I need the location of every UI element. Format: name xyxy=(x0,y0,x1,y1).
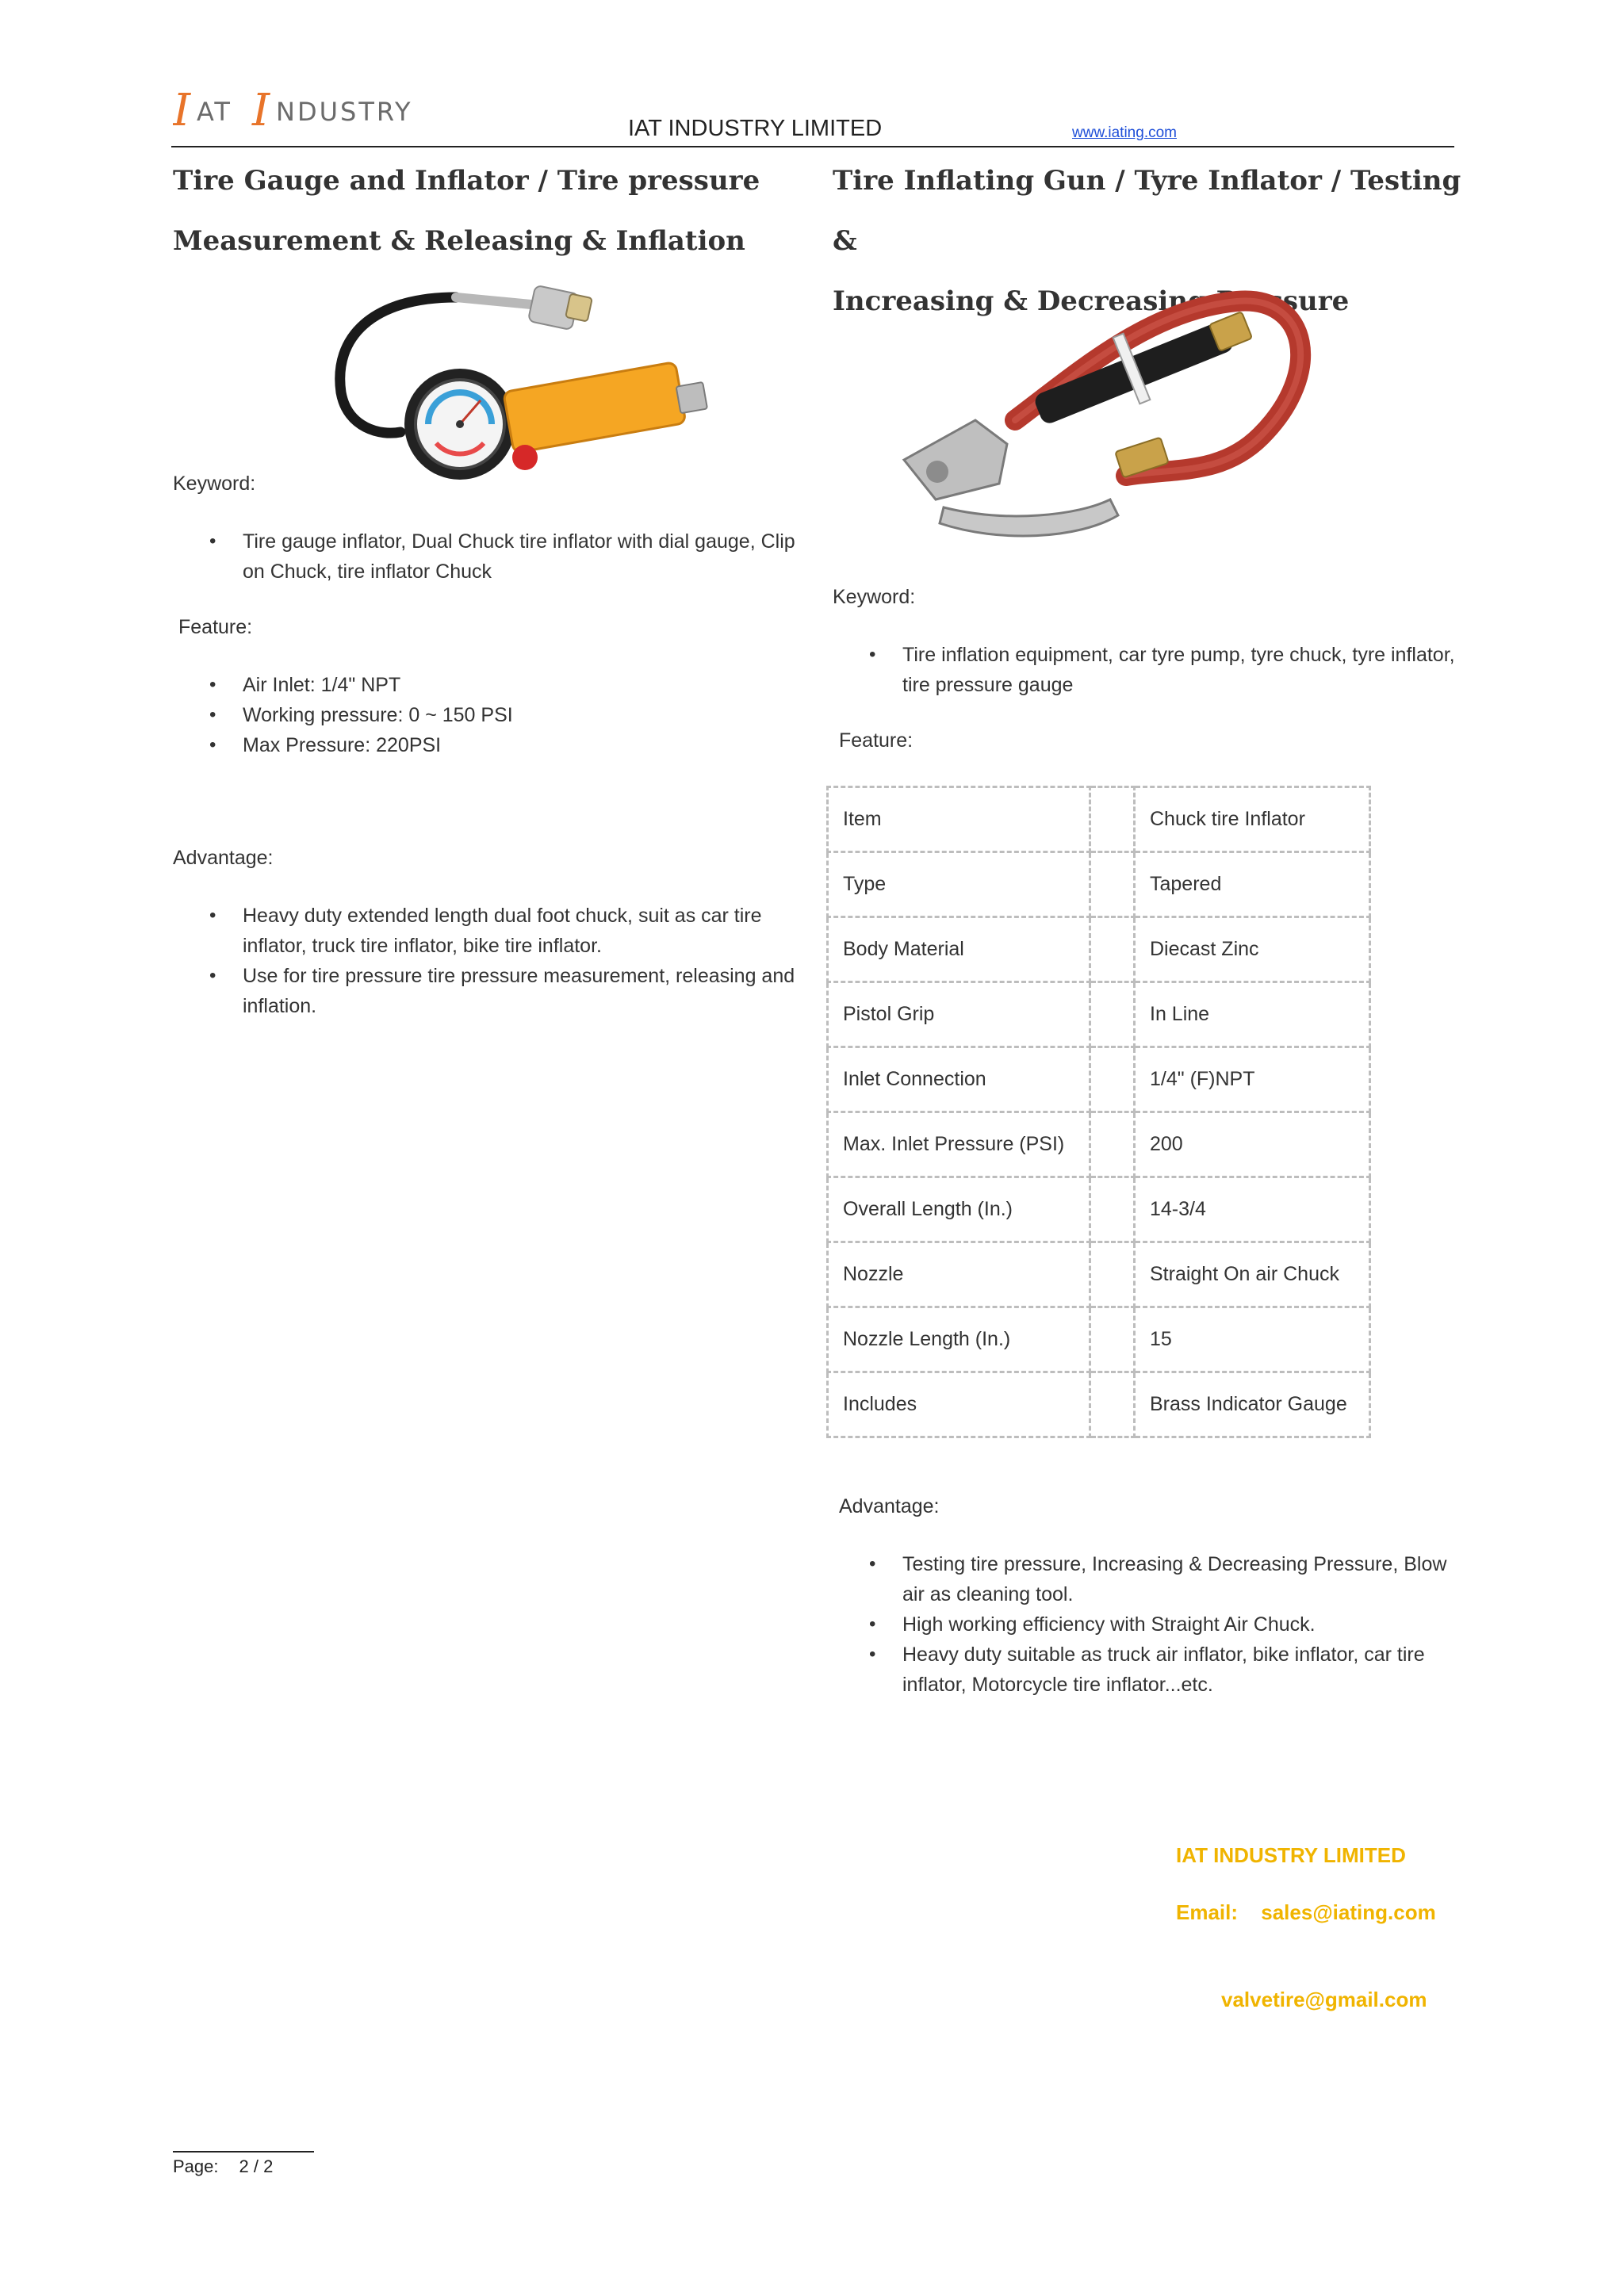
product2-feature-label: Feature: xyxy=(839,729,914,752)
spec-spacer-cell xyxy=(1090,1307,1135,1372)
spec-name-cell: Overall Length (In.) xyxy=(828,1177,1090,1242)
table-row xyxy=(828,1112,1370,1177)
product1-title-line2: Measurement & Releasing & Inflation xyxy=(173,225,745,257)
spec-value-cell: In Line xyxy=(1135,982,1370,1047)
svg-text:I: I xyxy=(173,85,191,136)
list-item: • Max Pressure: 220PSI xyxy=(173,730,807,760)
product2-keyword-label: Keyword: xyxy=(833,586,916,608)
spec-value-cell: 15 xyxy=(1135,1307,1370,1372)
list-item: • Working pressure: 0 ~ 150 PSI xyxy=(173,700,807,730)
spec-name-cell: Pistol Grip xyxy=(828,982,1090,1047)
table-row xyxy=(828,852,1370,917)
spec-value-cell: Chuck tire Inflator xyxy=(1135,787,1370,852)
spec-value-cell: Straight On air Chuck xyxy=(1135,1242,1370,1307)
tire-gauge-inflator-image xyxy=(317,274,730,480)
spec-name-cell: Item xyxy=(828,787,1090,852)
list-item: • Testing tire pressure, Increasing & Decreasing Pressure, Blow air as cleaning tool. xyxy=(833,1549,1459,1609)
tire-inflating-gun-image xyxy=(888,277,1332,547)
spec-value-cell: 1/4" (F)NPT xyxy=(1135,1047,1370,1112)
spec-table xyxy=(826,786,1371,1438)
page-value: 2 / 2 xyxy=(239,2156,274,2176)
spec-spacer-cell xyxy=(1090,1047,1135,1112)
header-divider xyxy=(171,146,1454,147)
svg-text:AT: AT xyxy=(197,97,232,127)
list-item: • Heavy duty suitable as truck air inflator, bike inflator, car tire inflator, Motorcycle tire inflator...etc. xyxy=(833,1640,1459,1700)
spec-spacer-cell xyxy=(1090,1242,1135,1307)
table-row xyxy=(828,982,1370,1047)
spec-spacer-cell xyxy=(1090,852,1135,917)
spec-name-cell: Nozzle Length (In.) xyxy=(828,1307,1090,1372)
spec-value-cell: Brass Indicator Gauge xyxy=(1135,1372,1370,1437)
product1-advantage-list xyxy=(173,901,807,1021)
spec-value-cell: Tapered xyxy=(1135,852,1370,917)
footer-divider xyxy=(173,2151,314,2152)
website-link[interactable]: www.iating.com xyxy=(1072,124,1177,141)
spec-spacer-cell xyxy=(1090,917,1135,982)
product1-advantage-label: Advantage: xyxy=(173,847,274,869)
list-item: • Use for tire pressure tire pressure measurement, releasing and inflation. xyxy=(173,961,807,1021)
header-company-name: IAT INDUSTRY LIMITED xyxy=(628,116,883,141)
spec-value-cell: 14-3/4 xyxy=(1135,1177,1370,1242)
product1-title xyxy=(173,151,807,271)
product2-advantage-list xyxy=(833,1549,1459,1700)
spec-spacer-cell xyxy=(1090,787,1135,852)
company-logo xyxy=(173,79,446,139)
spec-name-cell: Body Material xyxy=(828,917,1090,982)
spec-value-cell: Diecast Zinc xyxy=(1135,917,1370,982)
product1-keyword-list xyxy=(173,526,807,587)
svg-text:NDUSTRY: NDUSTRY xyxy=(276,97,413,127)
table-row xyxy=(828,1047,1370,1112)
product1-title-line1: Tire Gauge and Inflator / Tire pressure xyxy=(173,165,760,197)
spec-name-cell: Inlet Connection xyxy=(828,1047,1090,1112)
product2-advantage-label: Advantage: xyxy=(839,1495,940,1517)
list-item: • Air Inlet: 1/4" NPT xyxy=(173,670,807,700)
product2-title-line1: Tire Inflating Gun / Tyre Inflator / Testing & xyxy=(833,165,1461,257)
contact-email-secondary[interactable]: valvetire@gmail.com xyxy=(1221,1988,1427,2011)
spec-value-cell: 200 xyxy=(1135,1112,1370,1177)
spec-spacer-cell xyxy=(1090,1177,1135,1242)
table-row xyxy=(828,917,1370,982)
table-row xyxy=(828,1177,1370,1242)
spec-name-cell: Type xyxy=(828,852,1090,917)
product1-feature-list xyxy=(173,670,807,760)
contact-email-sales[interactable]: sales@iating.com xyxy=(1261,1900,1436,1924)
list-item: • Tire gauge inflator, Dual Chuck tire inflator with dial gauge, Clip on Chuck, tire inflator Chuck xyxy=(173,526,807,587)
spec-spacer-cell xyxy=(1090,1112,1135,1177)
product1-feature-label: Feature: xyxy=(178,616,253,638)
list-item: • Tire inflation equipment, car tyre pump, tyre chuck, tyre inflator, tire pressure gauge xyxy=(833,640,1459,700)
list-item: • Heavy duty extended length dual foot chuck, suit as car tire inflator, truck tire inflator, bike tire inflator. xyxy=(173,901,807,961)
list-item: • High working efficiency with Straight Air Chuck. xyxy=(833,1609,1459,1640)
spec-name-cell: Includes xyxy=(828,1372,1090,1437)
table-row xyxy=(828,1372,1370,1437)
page-label: Page: xyxy=(173,2156,219,2176)
table-row xyxy=(828,787,1370,852)
contact-email-label: Email: xyxy=(1176,1900,1239,1924)
page-number xyxy=(173,2156,293,2177)
spec-spacer-cell xyxy=(1090,982,1135,1047)
spec-name-cell: Max. Inlet Pressure (PSI) xyxy=(828,1112,1090,1177)
product2-title-line2: Increasing & Decreasing Pressure xyxy=(833,285,1350,317)
contact-company-name: IAT INDUSTRY LIMITED xyxy=(1176,1843,1406,1867)
svg-text:I: I xyxy=(252,85,270,136)
table-row xyxy=(828,1307,1370,1372)
contact-email-row xyxy=(1176,1900,1436,1925)
spec-name-cell: Nozzle xyxy=(828,1242,1090,1307)
table-row xyxy=(828,1242,1370,1307)
product2-keyword-list xyxy=(833,640,1459,700)
spec-spacer-cell xyxy=(1090,1372,1135,1437)
product1-keyword-label: Keyword: xyxy=(173,473,256,495)
